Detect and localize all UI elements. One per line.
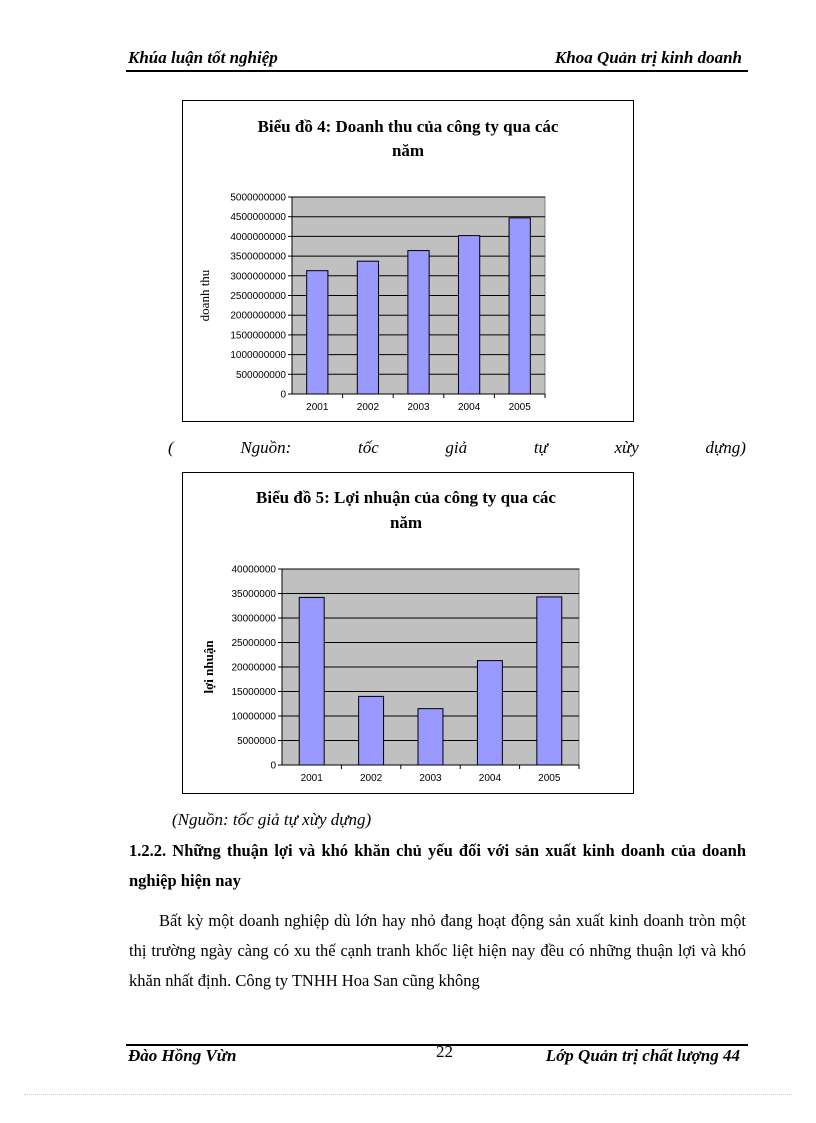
y-tick-label: 20000000 (231, 662, 276, 674)
footer-left: Đào Hồng Vừn (128, 1046, 237, 1065)
chart-4-svg (183, 101, 633, 421)
x-tick-label: 2005 (538, 773, 561, 784)
source-word: xừy (614, 438, 639, 457)
source-word: tự (533, 438, 548, 457)
y-tick-label: 25000000 (231, 638, 276, 649)
y-tick-label: 4500000000 (230, 212, 286, 224)
y-tick-label: 15000000 (231, 687, 276, 698)
y-tick-label: 2000000000 (230, 310, 286, 322)
bar (458, 236, 479, 394)
y-tick-label: 3000000000 (230, 271, 286, 283)
y-tick-label: 40000000 (231, 564, 276, 576)
source-word: tốc (357, 438, 379, 457)
page-edge (24, 1094, 792, 1095)
y-tick-label: 10000000 (231, 711, 276, 723)
y-tick-label: 4000000000 (230, 231, 286, 243)
section-heading: 1.2.2. Những thuận lợi và khó khăn chủ yếu đối với sản xuất kinh doanh của doanh nghiệp hiện nay (129, 841, 746, 890)
source-word: dựng) (705, 438, 746, 457)
bar (359, 696, 384, 765)
y-tick-label: 2500000000 (230, 291, 286, 302)
source-note-1 (168, 438, 746, 458)
bar (537, 597, 562, 765)
y-tick-label: 30000000 (231, 613, 276, 625)
y-axis-label: doanh thu (197, 269, 212, 322)
y-tick-label: 35000000 (231, 589, 276, 600)
y-tick-label: 500000000 (235, 369, 286, 381)
source-word: ( (168, 438, 174, 457)
bar (418, 709, 443, 765)
x-tick-label: 2001 (300, 773, 323, 784)
x-tick-label: 2001 (306, 402, 329, 413)
chart-title-line1: Biểu đồ 5: Lợi nhuận của công ty qua các (256, 488, 556, 507)
bar (477, 661, 502, 765)
page-number: 22 (436, 1042, 453, 1061)
bar (509, 218, 530, 394)
x-tick-label: 2002 (359, 773, 383, 784)
source-word: giả (445, 438, 468, 457)
bar (299, 597, 324, 765)
y-axis-label: lợi nhuận (201, 640, 216, 694)
y-tick-label: 1500000000 (230, 330, 286, 342)
source-note-2: (Nguồn: tốc giả tự xừy dựng) (172, 810, 372, 829)
y-tick-label: 5000000000 (230, 192, 286, 204)
chart-title-line2: năm (391, 141, 425, 160)
header-rule (126, 70, 748, 72)
header-right: Khoa Quản trị kinh doanh (554, 48, 742, 67)
y-tick-label: 5000000 (237, 736, 276, 747)
chart-4 (182, 100, 634, 422)
x-tick-label: 2004 (478, 773, 502, 784)
chart-title-line2: năm (389, 513, 423, 532)
x-tick-label: 2003 (419, 773, 442, 784)
bar (307, 271, 328, 394)
source-word: Nguồn: (240, 438, 292, 457)
chart-5-svg (183, 473, 633, 793)
y-tick-label: 3500000000 (230, 251, 286, 263)
y-tick-label: 1000000000 (230, 350, 286, 362)
x-tick-label: 2004 (457, 402, 481, 413)
body-paragraph: Bất kỳ một doanh nghiệp dù lớn hay nhỏ đang hoạt động sản xuất kinh doanh tròn một thị trường ngày càng có xu thế cạnh tranh khốc liệt hiện nay đều có những thuận lợi và khó khăn nhất định. Công ty TNHH Hoa San cũng không (129, 911, 746, 990)
x-tick-label: 2003 (407, 402, 430, 413)
x-tick-label: 2005 (508, 402, 531, 413)
bar (357, 261, 378, 394)
y-tick-label: 0 (280, 389, 286, 401)
header-left: Khúa luận tốt nghiệp (128, 48, 278, 67)
footer-right: Lớp Quản trị chất lượng 44 (545, 1046, 740, 1065)
bar (408, 251, 429, 394)
chart-5 (182, 472, 634, 794)
chart-title-line1: Biểu đồ 4: Doanh thu của công ty qua các (257, 117, 559, 136)
y-tick-label: 0 (270, 760, 276, 772)
x-tick-label: 2002 (356, 402, 380, 413)
